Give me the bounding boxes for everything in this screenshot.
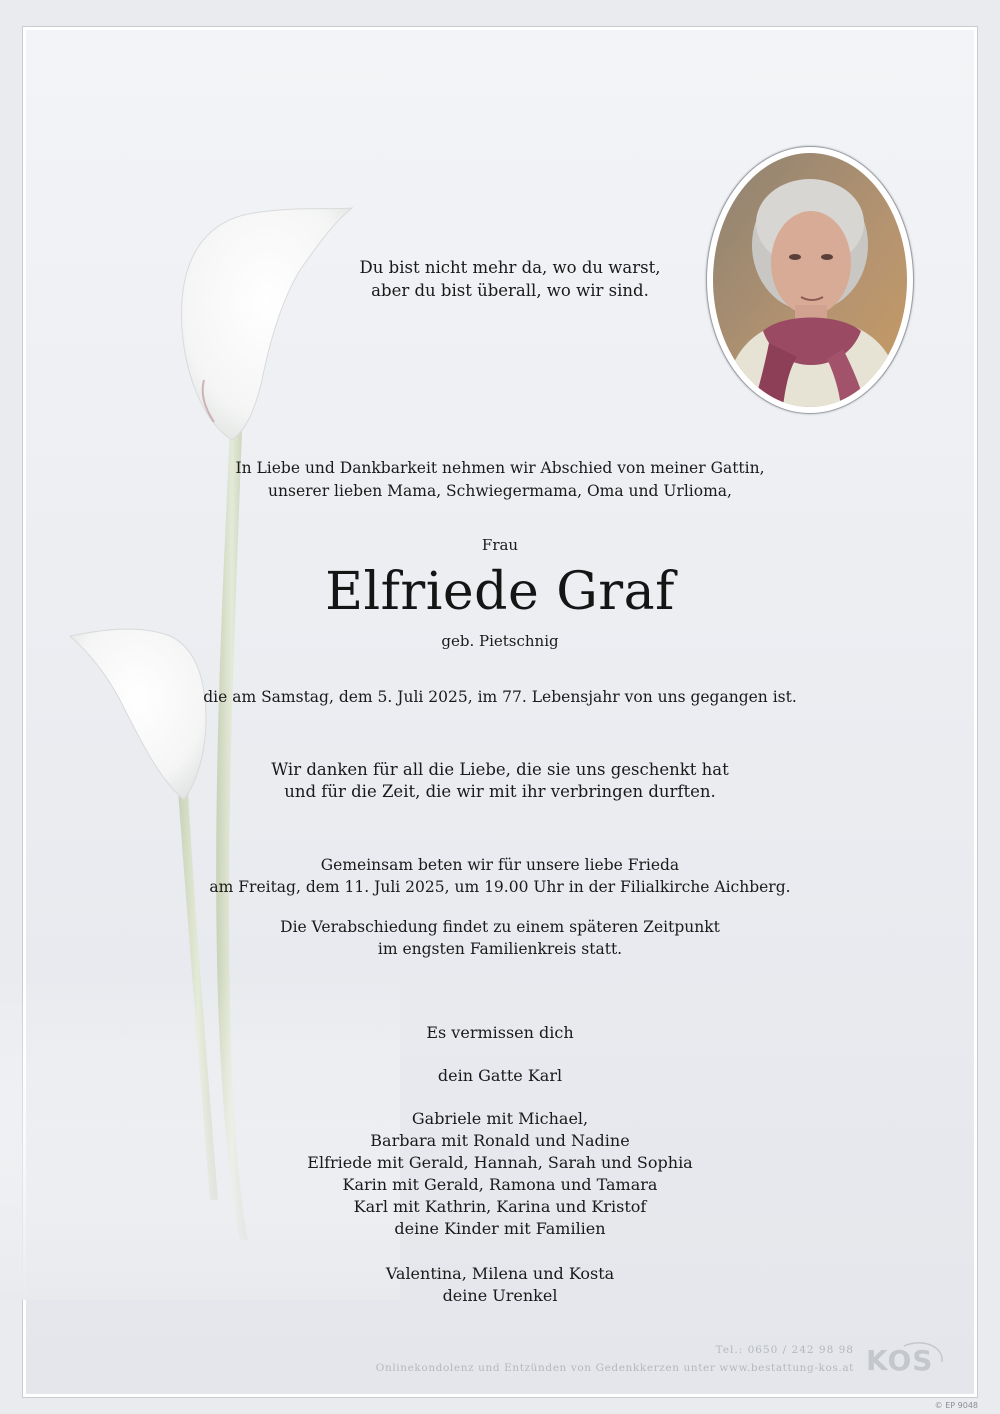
prayer-line-2: am Freitag, dem 11. Juli 2025, um 19.00 Uhr in der Filialkirche Aichberg.	[209, 878, 791, 896]
intro-line-1: In Liebe und Dankbarkeit nehmen wir Abschied von meiner Gattin,	[235, 459, 765, 477]
thanks-line-1: Wir danken für all die Liebe, die sie uns geschenkt hat	[271, 760, 729, 779]
list-item: Elfriede mit Gerald, Hannah, Sarah und Sophia	[307, 1153, 693, 1172]
list-item: Karl mit Kathrin, Karina und Kristof	[353, 1197, 647, 1216]
list-item: Barbara mit Ronald und Nadine	[370, 1131, 630, 1150]
prayer-text	[0, 854, 1000, 898]
deceased-name: Elfriede Graf	[325, 562, 675, 622]
print-code: © EP 9048	[934, 1401, 978, 1410]
portrait-frame	[706, 146, 914, 414]
death-line: die am Samstag, dem 5. Juli 2025, im 77. Lebensjahr von uns gegangen ist.	[203, 688, 797, 706]
mourners-heading: Es vermissen dich	[426, 1023, 574, 1042]
memorial-quote	[250, 256, 770, 302]
farewell-text	[0, 916, 1000, 960]
list-item: Gabriele mit Michael,	[411, 1109, 589, 1128]
intro-line-2: unserer lieben Mama, Schwiegermama, Oma und Urlioma,	[268, 482, 732, 500]
intro-text	[0, 457, 1000, 503]
mourners-great-grandchildren	[0, 1263, 1000, 1307]
list-item: deine Urenkel	[442, 1286, 558, 1305]
logo-text: KOS	[866, 1344, 934, 1377]
footer-online-condolence: Onlinekondolenz und Entzünden von Gedenkkerzen unter www.bestattung-kos.at	[375, 1362, 854, 1374]
quote-line-2: aber du bist überall, wo wir sind.	[371, 281, 649, 300]
salutation: Frau	[481, 536, 519, 554]
farewell-line-1: Die Verabschiedung findet zu einem späteren Zeitpunkt	[280, 918, 720, 936]
footer-telephone: Tel.: 0650 / 242 98 98	[715, 1344, 854, 1356]
list-item: Valentina, Milena und Kosta	[385, 1264, 615, 1283]
birth-name: geb. Pietschnig	[441, 632, 559, 650]
thanks-text	[0, 759, 1000, 803]
kos-logo	[866, 1340, 950, 1380]
calla-lily-illustration	[0, 0, 400, 1300]
list-item: deine Kinder mit Familien	[394, 1219, 606, 1238]
farewell-line-2: im engsten Familienkreis statt.	[377, 940, 623, 958]
prayer-line-1: Gemeinsam beten wir für unsere liebe Frieda	[320, 856, 680, 874]
list-item: Karin mit Gerald, Ramona und Tamara	[342, 1175, 658, 1194]
thanks-line-2: und für die Zeit, die wir mit ihr verbringen durften.	[284, 782, 716, 801]
portrait-photo	[713, 153, 907, 407]
mourner-husband: dein Gatte Karl	[437, 1066, 563, 1085]
quote-line-1: Du bist nicht mehr da, wo du warst,	[359, 258, 661, 277]
mourners-children	[0, 1108, 1000, 1240]
